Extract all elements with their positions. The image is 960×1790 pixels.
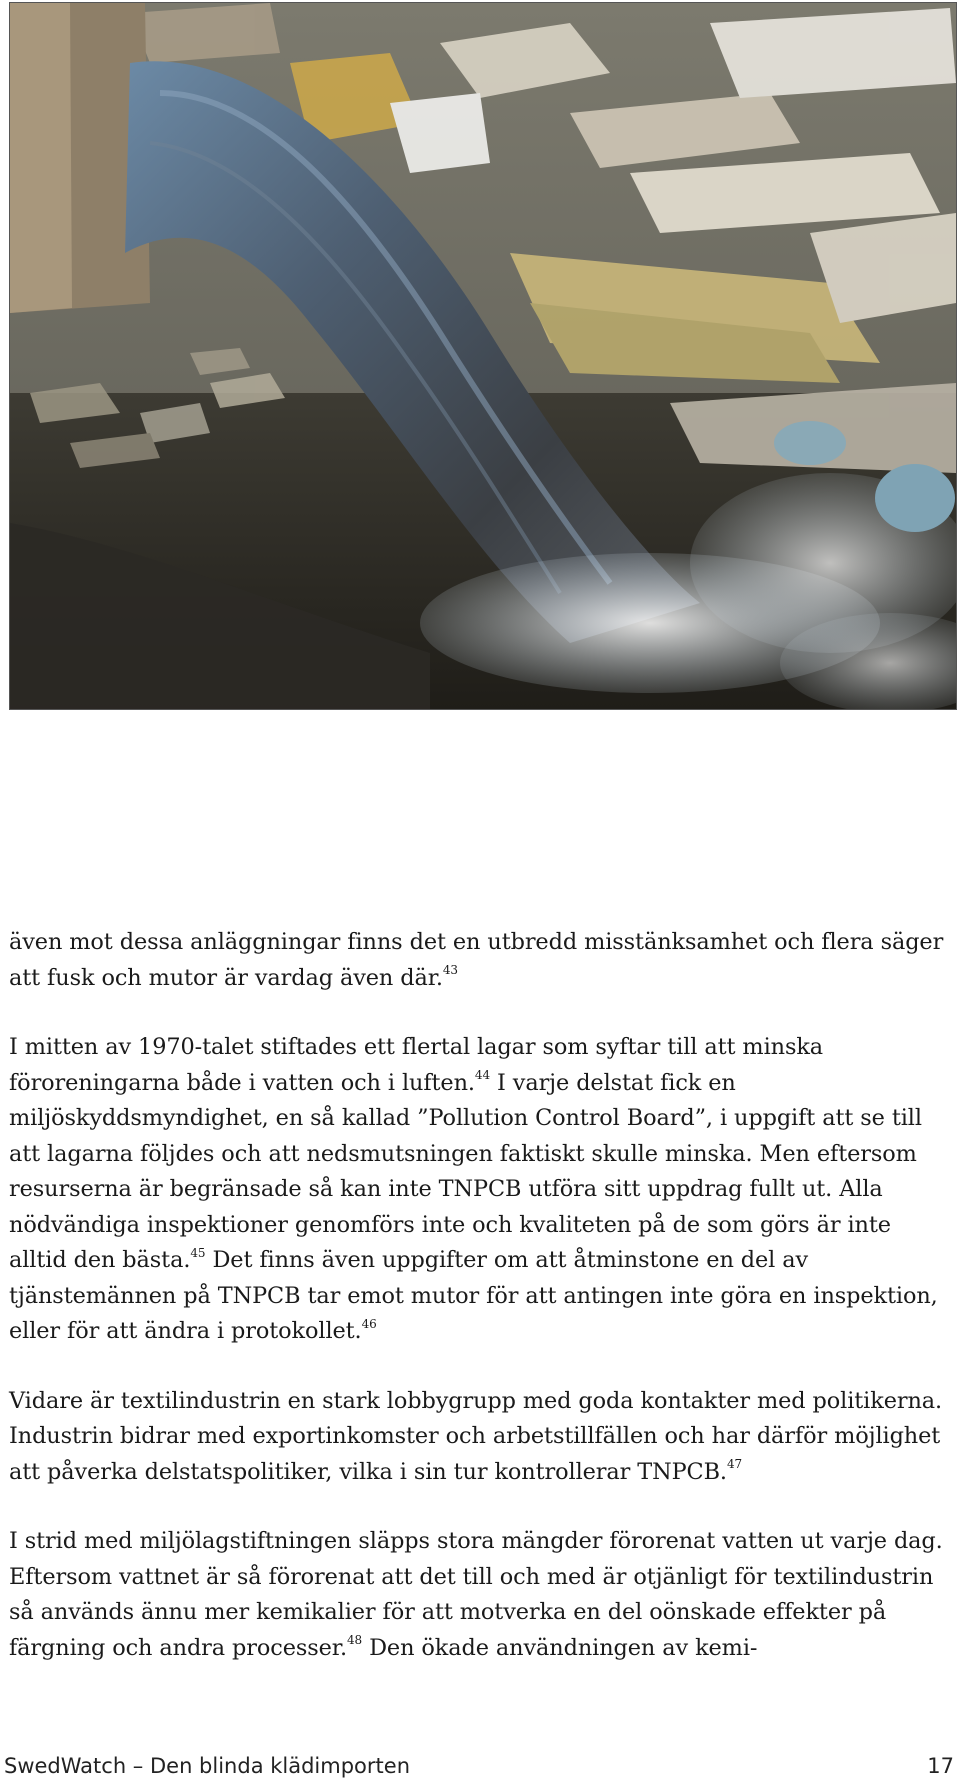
footnote-ref: 48 xyxy=(346,1633,363,1648)
footnote-ref: 44 xyxy=(474,1068,490,1083)
paragraph xyxy=(9,925,955,996)
paragraph-text: Den ökade användningen av kemi- xyxy=(362,1634,758,1661)
footer-publication-title: SwedWatch – Den blinda klädimporten xyxy=(4,1754,411,1778)
footnote-ref: 46 xyxy=(361,1316,377,1331)
paragraph-text: Det finns även uppgifter om att åtminstone en del av tjänstemännen på TNPCB tar emot mutor för att antingen inte göra en inspektion, eller för att ändra i protokollet. xyxy=(9,1247,938,1344)
paragraph-text: I varje delstat fick en miljöskyddsmyndighet, en så kallad ”Pollution Control Board”, i uppgift att se till att lagarna följdes och att nedsmutsningen faktiskt skulle minska. Men eftersom resurserna är begränsade så kan inte TNPCB utföra sitt uppdrag fullt ut. Alla nödvändiga inspektioner genomförs inte och kvaliteten på de som görs är inte alltid den bästa. xyxy=(9,1069,922,1273)
footnote-ref: 43 xyxy=(442,963,458,978)
paragraph xyxy=(9,1384,955,1491)
footnote-ref: 45 xyxy=(190,1245,206,1260)
paragraph-text: Vidare är textilindustrin en stark lobbygrupp med goda kontakter med politikerna. Industrin bidrar med exportinkomster och arbetstillfällen och har därför möjlighet att påverka delstatspolitiker, vilka i sin tur kontrollerar TNPCB. xyxy=(9,1387,943,1485)
article-body xyxy=(9,925,955,1700)
page-number: 17 xyxy=(927,1754,954,1778)
paragraph xyxy=(9,1524,955,1666)
paragraph xyxy=(9,1030,955,1350)
paragraph-text: I strid med miljölagstiftningen släpps stora mängder förorenat vatten ut varje dag. Eftersom vattnet är så förorenat att det till och med är otjänligt för textilindustrin så används ännu mer kemikalier för att motverka en del oönskade effekter på färgning och andra processer. xyxy=(9,1528,943,1661)
photo-illustration xyxy=(10,3,956,709)
paragraph-text: även mot dessa anläggningar finns det en utbredd misstänksamhet och flera säger att fusk och mutor är vardag även där. xyxy=(9,929,944,991)
footnote-ref: 47 xyxy=(726,1457,743,1472)
paragraph-text: I mitten av 1970-talet stiftades ett flertal lagar som syftar till att minska föroreningarna både i vatten och i luften. xyxy=(9,1034,824,1096)
page-footer xyxy=(0,1754,960,1784)
polluted-water-outflow-photo xyxy=(9,2,957,710)
